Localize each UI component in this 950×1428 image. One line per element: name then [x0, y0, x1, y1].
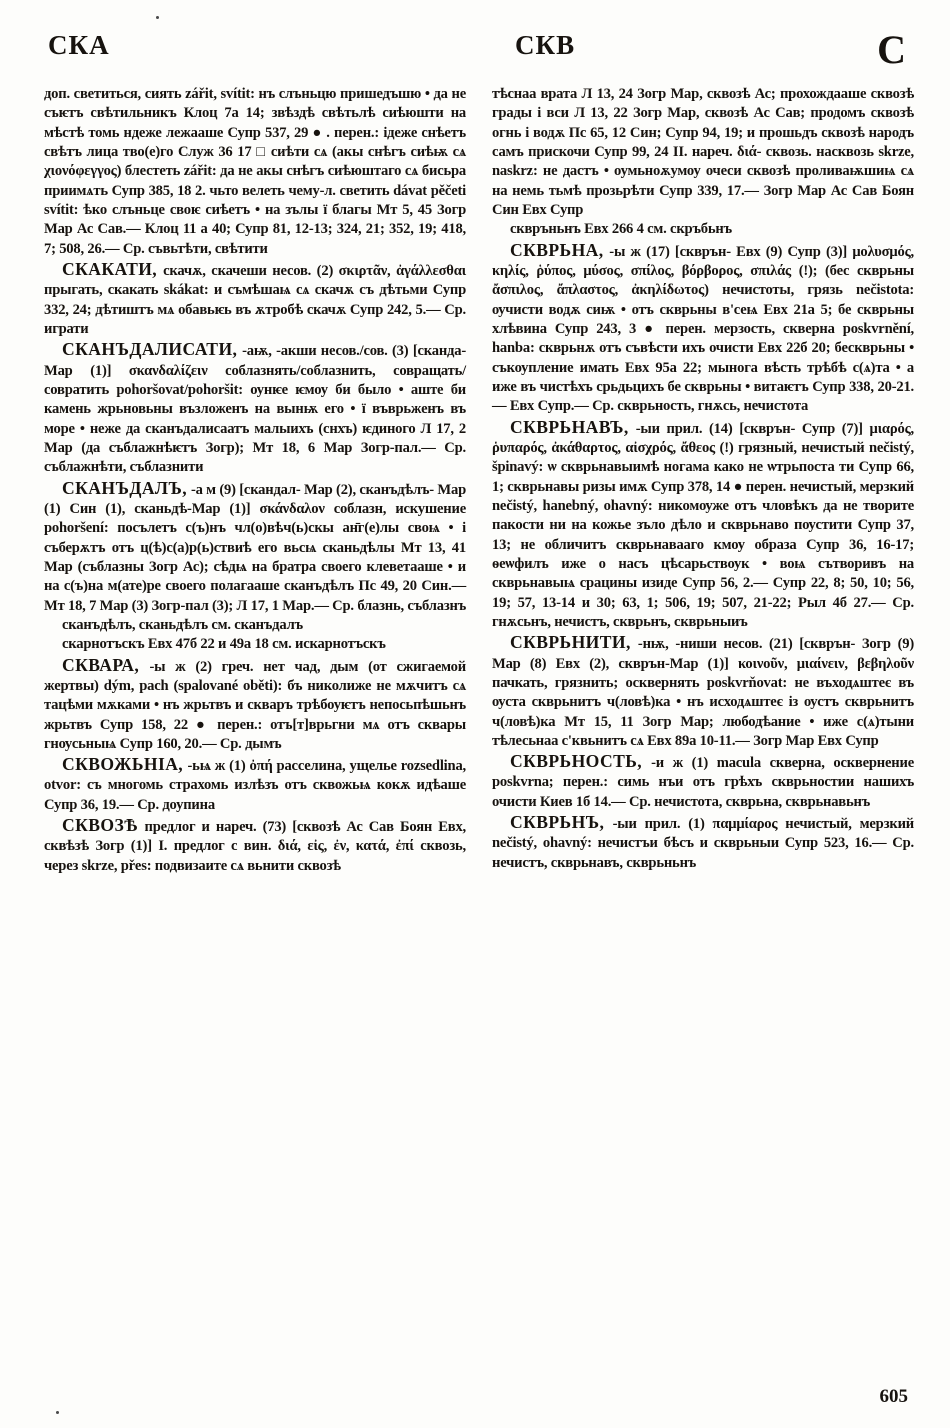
headword: СКАНЪДАЛИСАТИ, [62, 339, 238, 360]
entry-body: -ьѩ ж (1) ὀπή расселина, ущелье rozsedlina, otvor: съ многомь страхомь излѣзъ отъ сквожьѩ кокѫ идѣаше Супр 36, 19.— Ср. доупина [44, 758, 466, 813]
entry-body: -аѭ, -акши несов./сов. (3) [сканда- Мар (1)] σκανδαλίζειν соблазнять/соблазнить, совращать/совратить pohoršovat/pohoršit: оунѥе ѥмоу би было • аште би камень жрьновьны възложенъ на вынѭ его • ї въврьженъ въ море • неже да сканъдалисаатъ малыихъ (снхъ) ѥдиного Л 17, 2 Мар (да съблажнѣѥтъ Зогр); Мт 18, 6 Мар Зогр-пал.— Ср. съблажнѣти, съблазнити [44, 343, 466, 476]
left-column [44, 84, 466, 1368]
text-columns [44, 84, 914, 1368]
entry-skvoze-continuation [492, 84, 914, 219]
entry-body: -ыи прил. (1) παμμίαρος нечистый, мерзкий nečistý, ohavný: нечистъи бѣсъ и скврьныи Супр 523, 16.— Ср. нечистъ, скврьнавъ, скврьньнъ [492, 816, 914, 871]
entry-body: -нѭ, -ниши несов. (21) [скврън- Зогр (9) Мар (8) Евх (2), скврън-Мар (1)] κοινοῦν, μιαίνειν, βεβηλοῦν пачкать, грязнить; осквернять poskvrňovat: не въходѧштеє въ ѹста скврьнитъ ч(ловѣ)ка • нъ исходѧштеє із ѹстъ скврьнитъ ч(ловѣ)ка Мт 15, 11 Зогр Мар; любодѣание • иже с(ѧ)тыни тѣлесьнаа с'квьнитъ сѧ Евх 89а 10-11.— Зогр Мар Евх Супр [492, 636, 914, 749]
headword: СКАКАТИ, [62, 258, 158, 279]
right-column [492, 84, 914, 1368]
entry-body: скачѫ, скачеши несов. (2) σκιρτᾶν, ἀγάλλεσθαι прыгать, скакать skákat: и съмѣшаѩ сѧ скачѫ съ дѣтьми Супр 332, 24; дѣтиштъ мѧ обавьѥь въ ѫтробѣ скачѫ Супр 242, 5.— Ср. играти [44, 262, 466, 337]
entry-skvrnost [492, 750, 914, 811]
headword: СКВРЬНОСТЬ, [510, 751, 643, 772]
crossref-skandel [44, 615, 466, 634]
page-artifact-dot-bottom [56, 1411, 59, 1414]
entry-skvrna [492, 239, 914, 416]
entry-continuation-sveti [44, 84, 466, 258]
crossref-text: сканъдѣлъ, сканьдѣлъ см. сканъдалъ [62, 616, 303, 633]
entry-body: тѣснаа врата Л 13, 24 Зогр Мар, сквозѣ Ас; прохождааше сквозѣ грады і вси Л 13, 22 Зогр Мар, сквозѣ Ас Сав; продомъ сквозѣ огнь і водѫ Пс 65, 12 Син; Супр 94, 19; и прошьдъ сквозѣ народъ самъ прискочи Супр 99, 24 II. нареч. διά- сквозь. насквозь skrze, naskrz: не дастъ • оумьноѫумоу очеси сквозѣ проливаѭшиѩ сѧ на немь тьмѣ прозьрѣти Супр 339, 17.— Зогр Мар Ас Сав Боян Син Евх Супр [492, 86, 914, 218]
entry-skakati [44, 258, 466, 338]
headword: СКВАРА, [62, 654, 140, 675]
crossref-text: скарнотъскъ Евх 47б 22 и 49а 18 см. искарнотъскъ [62, 636, 386, 653]
headword: СКВРЬНА, [510, 239, 604, 260]
entry-skvrnav [492, 416, 914, 632]
entry-skandalisati [44, 338, 466, 476]
entry-body: -ыи прил. (14) [скврън- Супр (7)] μιαρός, ῥυπαρός, ἀκάθαρτος, αἰσχρός, ἄθεος (!) грязный, нечистый nečistý, špinavý: ѡ скврьнавыимѣ ногама како не ѡтрьпоста ти Супр 66, 1; скврьнавы ризы имѫ Супр 378, 14 ● перен. нечистый, мерзкий nečistý, hanebný, ohavný: никомѹже отъ чловѣкъ да не творите пакости ни на кожье зъло дѣло и скврьнаво пѹстити Супр 37, 13; не обличитъ скврьнавааго кмоу образа Супр 36, 16-17; ѳеѡфилъ иже о насъ цѣсарьствоук • воѩ сътворивъ на скврьнавыѩ срацины изиде Супр 56, 2.— Супр 22, 8; 50, 10; 56, 19; 57, 13-14 и 30; 63, 1; 506, 19; 507, 21-22; Рыл 4б 27.— Ср. гнѫсьнъ, нечистъ, скврьнъ, скврьныиъ [492, 420, 914, 630]
running-header [38, 27, 912, 72]
headword: СКВРЬНИТИ, [510, 632, 631, 653]
entry-skvrn [492, 811, 914, 872]
crossref-text: сквръньнъ Евх 266 4 см. скръбьнъ [510, 221, 732, 238]
crossref-skvrnen [492, 219, 914, 238]
running-head-right: СКВ [515, 30, 576, 60]
entry-body: -и ж (1) macula скверна, осквернение poskvrna; перен.: симь нъи отъ грѣхъ скврьностии нашихъ очисти Киев 1б 14.— Ср. нечистота, скврьна, скврьнавьнъ [492, 755, 914, 810]
entry-skvoze [44, 814, 466, 875]
entry-skvara [44, 654, 466, 754]
letter-tab: С [877, 27, 906, 72]
entry-body: доп. светиться, сиять zářit, svítit: нъ слъньцю пришедъшю • да не съѥтъ свѣтильникъ Клоц 7а 14; звѣздѣ свѣтьлѣ сиѣюшти на мѣстѣ томь ндеже лежааше Супр 537, 29 ● . перен.: ідеже снѣетъ свѣтъ лица тво(е)го Служ 36 17 □ сиѣти сѧ (акы снѣгъ сиѣѭ сѧ χιονόφεγγος) блестеть zářit: да не акы снѣгъ сиѣюштаго сѧ бисьра приимѧть Супр 385, 18 2. чьто велеть чему-л. светить dávat pěčeti svítit: ѣко слъньце своѥ сиѣетъ • на зълы ї благы Мт 5, 45 Зогр Мар Ас Сав.— Клоц 11 а 40; Супр 81, 12-13; 324, 21; 352, 19; 418, 7; 508, 26.— Ср. съвьтѣти, свѣтити [44, 86, 466, 257]
headword: СКВРЬНАВЪ, [510, 416, 629, 437]
headword: СКВОЗѢ [62, 815, 139, 836]
entry-skvrniti [492, 631, 914, 750]
page-artifact-dot-top [156, 16, 159, 19]
entry-body: предлог и нареч. (73) [сквозѣ Ас Сав Боян Евх, сквѣзѣ Зогр (1)] I. предлог с вин. διά, εἰς, ἐν, κατά, ἐπί сквозь, через skrze, přes: подвизаите сѧ вьнити сквозѣ [44, 819, 466, 874]
page-number: 605 [879, 1386, 908, 1407]
headword: СКАНЪДАЛЪ, [62, 477, 188, 498]
entry-body: -ы ж (2) греч. нет чад, дым (от сжигаемой жертвы) dým, pach (spalované oběti): бъ николиже не мѫчитъ сѧ тацѣми мѫками • нъ жрьтвъ и скваръ трѣбоуѥтъ непосьпѣшьнъ жрьтвъ Супр 158, 22 ● перен.: отъ[т]врьгни мѧ отъ сквары гнѹсьныѩ Супр 160, 20.— Ср. дымъ [44, 658, 466, 752]
running-head-left: СКА [48, 30, 110, 60]
crossref-skarnotesk [44, 634, 466, 653]
headword: СКВОЖЬНІА, [62, 754, 184, 775]
headword: СКВРЬНЪ, [510, 812, 605, 833]
entry-skvozhnja [44, 753, 466, 814]
entry-body: -а м (9) [скандал- Мар (2), сканъдѣлъ- Мар (1) Син (1), сканьдѣ-Мар (1)] σκάνδαλον соблазн, искушение pohoršení: посълетъ с(ъ)нъ чл(о)вѣч(ь)скы ан̄г(е)лы своѩ • і съберѫтъ отъ ц(ѣ)с(а)р(ь)ствиѣ его вьсѩ сканьдѣлы Мт 13, 41 Мар (съблазны Зогр Ас); сѣдѩ на братра своего клеветааше • и на с(ъ)на м(ате)ре своего полагааше сканъдѣлъ Пс 49, 20 Син.— Мт 18, 7 Мар (3) Зогр-пал (3); Л 17, 1 Мар.— Ср. блазнь, съблазнъ [44, 481, 467, 614]
entry-skandal [44, 477, 466, 615]
entry-body: -ы ж (17) [скврън- Евх (9) Супр (3)] μολυσμός, κηλίς, ῥύπος, μύσος, σπίλος, βόρβορος, σπιλάς (!); (бес скврьны ἄσπιλος, ἄπλαστος, ἀκηλίδωτος) нечистоты, грязь nečistota: ѹчисти водѫ сиѭ • отъ скврьны в'сеѩ Евх 21а 5; бе скврьны хлѣвина Супр 243, 3 ● перен. мерзость, скверна poskvrnění, hanba: скврьнѫ отъ съвѣсти ихъ очисти Евх 22б 20; бескврьны • съкоупление имать Евх 95а 22; мынога вѣсть трѣбѣ с(ѧ)та • а иже въ чистѣхъ срьдьцихъ бе скврьны • витаѥтъ Супр 338, 20-21.— Евх Супр.— Ср. скврьность, гнѫсь, нечистота [492, 243, 914, 415]
